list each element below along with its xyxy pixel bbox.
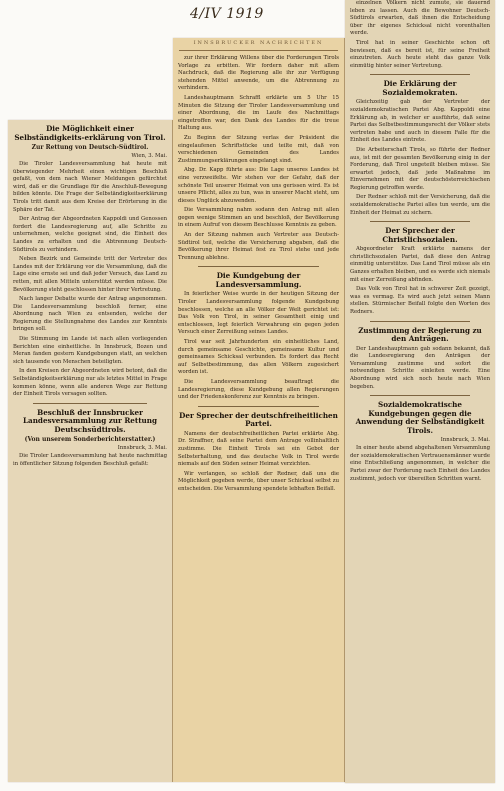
- article-paragraph: Wir verlangen, so schloß der Redner, daß uns die Möglichkeit gegeben werde, über unser Schicksal selbst zu entscheiden. Die Versammlung spendete lebhaften Beifall.: [178, 470, 339, 492]
- article-dateline: Innsbruck, 3. Mai.: [117, 445, 167, 452]
- column-left-content: [8, 125, 172, 469]
- article-paragraph: Tirol war seit Jahrhunderten ein einheitliches Land, durch gemeinsame Geschichte, gemeinsame Kultur und gemeinsames Schicksal verbunden. Es fordert das Recht auf Selbstbestimmung, das allen Völkern zugesichert worden ist.: [178, 339, 339, 376]
- clipping-column-middle: [173, 38, 345, 782]
- article-paragraph: Das Volk von Tirol hat in schwerer Zeit gezeigt, was es vermag. Es wird auch jetzt seinen Mann stellen. Stürmischer Beifall folgte den Worten des Redners.: [350, 286, 490, 315]
- article-paragraph: Abg. Dr. Kapp führte aus: Die Lage unseres Landes ist eine verzweifelte. Wir stehen vor der Gefahr, daß der schönste Teil unserer Heimat von uns gerissen wird. Es ist unsere Pflicht, alles zu tun, was in unserer Macht steht, um dieses Unglück abzuwenden.: [178, 167, 339, 204]
- article-paragraph: Nach langer Debatte wurde der Antrag angenommen. Die Landesversammlung beschloß ferner, eine Abordnung nach Wien zu entsenden, welche der Regierung die Stellungnahme des Landes zur Kenntnis bringen soll.: [13, 296, 167, 333]
- section-divider: [33, 403, 147, 404]
- article-paragraph: Die Tiroler Landesversammlung hat heute mit überwiegender Mehrheit einen wichtigen Beschluß gefaßt, von dem nach Wiener Meldungen gefürchtet wird, daß er die Grundlage für die Anschluß-Bewegung bilden könnte. Die Frage der Selbständigkeitserklärung Tirols tritt damit aus dem Kreise der Erörterung in die Sphäre der Tat.: [13, 161, 167, 213]
- article-headline: Sozialdemokratische Kundgebungen gegen die Anwendung der Selbständigkeit Tirols.: [355, 400, 485, 435]
- article-subheadline: (Von unserem Sonderberichterstatter.): [24, 436, 156, 444]
- article-paragraph: Die Arbeiterschaft Tirols, so führte der Redner aus, ist mit der gesamten Bevölkerung einig in der Forderung, daß Tirol ungeteilt bleiben müsse. Sie erwartet jedoch, daß jede Maßnahme im Einvernehmen mit der deutschösterreichischen Regierung getroffen werde.: [350, 146, 490, 191]
- article-paragraph: Landeshauptmann Schraffl erklärte um 5 Uhr 15 Minuten die Sitzung der Tiroler Landesversammlung und einer Abordnung, die im Laufe des Nachmittags eingetroffen war, den Dank des Landes für die treue Haltung aus.: [178, 94, 339, 132]
- column-right-content: [345, 0, 495, 483]
- article-headline: Die Möglichkeit einer Selbständigkeits-erklärung von Tirol.: [14, 124, 166, 142]
- article-paragraph: An der Sitzung nahmen auch Vertreter aus Deutsch-Südtirol teil, welche die Versicherung abgaben, daß die Bevölkerung ihrer Heimat fest zu Tirol stehe und jede Trennung ablehne.: [178, 232, 339, 261]
- article-paragraph: einzelnen Völkern nicht zumute, sie dauernd leben zu lassen. Auch die Bewohner Deutsch-Südtirols erwarten, daß ihnen die Entscheidung über ihr eigenes Schicksal nicht vorenthalten werde.: [350, 0, 490, 37]
- article-paragraph: Die Versammlung nahm sodann den Antrag mit allen gegen wenige Stimmen an und beschloß, der Bevölkerung in einem Aufruf von diesem Beschlusse Kenntnis zu geben.: [178, 207, 339, 229]
- column-middle-masthead: INNSBRUCKER NACHRICHTEN: [179, 40, 338, 51]
- article-headline: Der Sprecher der Christlichsozialen.: [382, 226, 458, 244]
- clipping-column-right: [345, 0, 495, 783]
- section-divider: [370, 395, 470, 396]
- clipping-column-left: [8, 120, 173, 782]
- article-paragraph: In feierlicher Weise wurde in der heutigen Sitzung der Tiroler Landesversammlung folgende Kundgebung beschlossen, welche an alle Völker der Welt gerichtet ist: Das Volk von Tirol, in seiner Gesamtheit einig und entschlossen, legt feierlich Verwahrung ein gegen jeden Versuch einer Zerreißung seines Landes.: [178, 291, 339, 336]
- article-paragraph: Abgeordneter Kraft erklärte namens der christlichsozialen Partei, daß diese den Antrag einmütig unterstütze. Das Land Tirol müsse als ein Ganzes erhalten bleiben, und es werde sich niemals mit einer Zerreißung abfinden.: [350, 246, 490, 283]
- article-paragraph: Der Antrag der Abgeordneten Kappoldi und Genossen fordert die Landesregierung auf, alle Schritte zu unternehmen, welche geeignet sind, die Einheit des Landes zu erhalten und die Abtrennung Deutsch-Südtirols zu verhindern.: [13, 216, 167, 253]
- handwritten-date-annotation: 4/IV 1919: [190, 6, 264, 22]
- section-divider: [370, 74, 470, 75]
- article-paragraph: Der Redner schloß mit der Versicherung, daß die sozialdemokratische Partei alles tun werde, um die Einheit der Heimat zu sichern.: [350, 194, 490, 216]
- article-headline: Die Kundgebung der Landesversammlung.: [215, 271, 302, 289]
- article-subheadline: Zur Rettung von Deutsch-Südtirol.: [31, 144, 149, 151]
- article-dateline: Wien, 3. Mai.: [131, 153, 167, 159]
- article-headline: Zustimmung der Regierung zu den Anträgen.: [358, 325, 482, 344]
- article-dateline: Innsbruck, 3. Mai.: [440, 437, 490, 444]
- article-paragraph: Namens der deutschfreiheitlichen Partei erklärte Abg. Dr. Straffner, daß seine Partei dem Antrage vollinhaltlich zustimme. Die Einheit Tirols sei ein Gebot der Selbsterhaltung, und das deutsche Volk in Tirol werde niemals auf den Süden seiner Heimat verzichten.: [178, 430, 339, 468]
- article-paragraph: Die Landesversammlung beauftragt die Landesregierung, diese Kundgebung allen Regierungen und der Friedenskonferenz zur Kenntnis zu bringen.: [178, 378, 339, 401]
- article-paragraph: Zu Beginn der Sitzung verlas der Präsident die eingelaufenen Schriftstücke und teilte mit, daß von verschiedenen Gemeinden des Landes Zustimmungserklärungen eingelangt sind.: [178, 134, 339, 164]
- section-divider: [198, 406, 319, 407]
- article-paragraph: zur ihrer Erklärung Willens über die Forderungen Tirols Vorlage zu erbitten. Wir fordern daher mit allem Nachdruck, daß die Regierung alle ihr zur Verfügung stehenden Mittel anwende, um die Abtrennung zu verhindern.: [178, 55, 339, 92]
- section-divider: [370, 321, 470, 322]
- article-headline: Die Erklärung der Sozialdemokraten.: [382, 79, 458, 97]
- section-divider: [198, 266, 319, 267]
- article-paragraph: Der Landeshauptmann gab sodann bekannt, daß die Landesregierung den Anträgen der Versammlung zustimme und sofort die notwendigen Schritte einleiten werde. Eine Abordnung wird sich noch heute nach Wien begeben.: [350, 345, 490, 390]
- article-headline: Beschluß der Innsbrucker Landesversammlung zur Rettung Deutschsüdtirols.: [22, 407, 157, 434]
- article-paragraph: Die Stimmung im Lande ist nach allen vorliegenden Berichten eine einheitliche. In Innsbruck, Bozen und Meran fanden gestern Kundgebungen statt, an welchen sich tausende von Menschen beteiligten.: [13, 336, 167, 365]
- article-paragraph: Tirol hat in seiner Geschichte schon oft bewiesen, daß es bereit ist, für seine Freiheit einzutreten. Auch heute steht das ganze Volk einmütig hinter seiner Vertretung.: [350, 39, 490, 69]
- section-divider: [370, 221, 470, 222]
- article-paragraph: In den Kreisen der Abgeordneten wird betont, daß die Selbständigkeitserklärung nur als letztes Mittel in Frage kommen könne, wenn alle anderen Wege zur Rettung der Einheit Tirols versagen sollten.: [13, 368, 167, 398]
- article-paragraph: Die Tiroler Landesversammlung hat heute nachmittag in öffentlicher Sitzung folgenden Beschluß gefaßt:: [13, 453, 167, 467]
- article-paragraph: In einer heute abend abgehaltenen Versammlung der sozialdemokratischen Vertrauensmänner wurde eine Entschließung angenommen, in welcher die Partei zwar der Forderung nach Einheit des Landes zustimmt, jedoch vor übereilten Schritten warnt.: [350, 445, 490, 482]
- column-middle-content: [173, 55, 344, 494]
- article-headline: Der Sprecher der deutschfreiheitlichen Partei.: [179, 410, 338, 429]
- article-paragraph: Gleichzeitig gab der Vertreter der sozialdemokratischen Partei Abg. Kappoldi eine Erklärung ab, in welcher er ausführte, daß seine Partei das Selbstbestimmungsrecht der Völker stets vertreten habe und auch in diesem Falle für die Einheit des Landes eintrete.: [350, 99, 490, 144]
- article-paragraph: Neben Bezirk und Gemeinde tritt der Vertreter des Landes mit der Erklärung vor die Versammlung, daß die Lage eine ernste sei und daß jeder Versuch, das Land zu retten, mit allen Mitteln unterstützt werden müsse. Die Bevölkerung steht geschlossen hinter ihrer Vertretung.: [13, 256, 167, 293]
